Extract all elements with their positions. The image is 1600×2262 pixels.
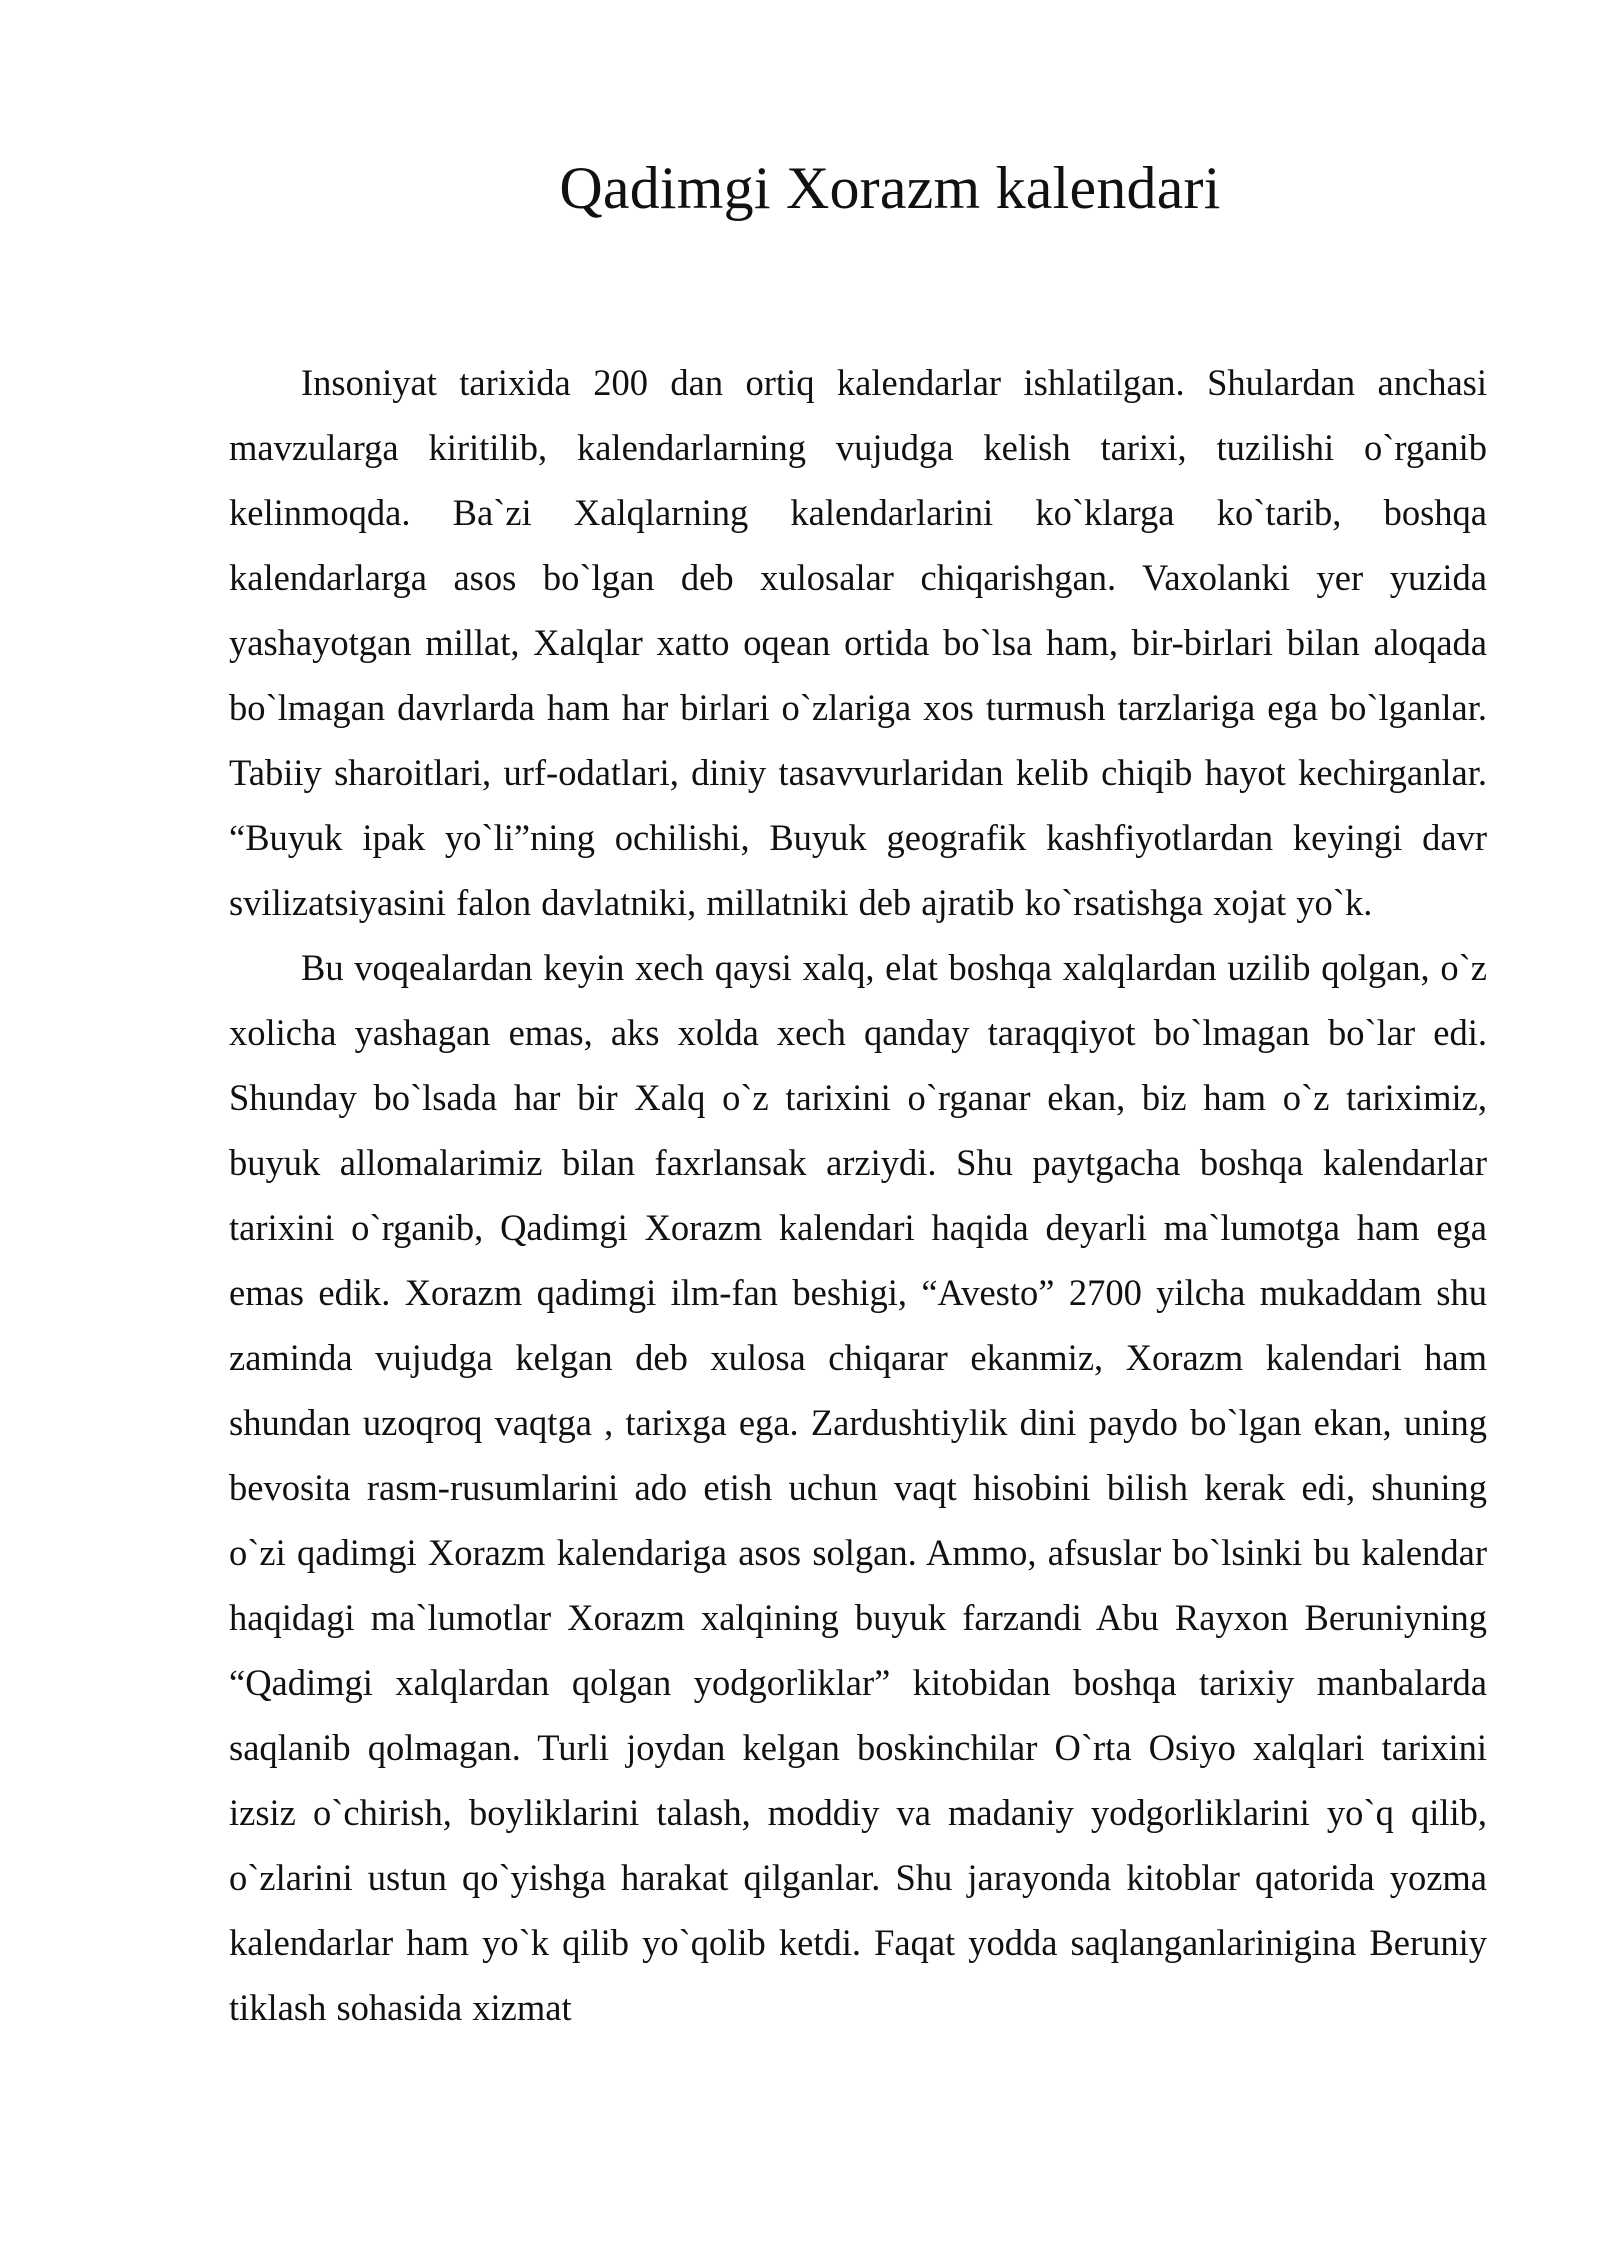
paragraph-1: Insoniyat tarixida 200 dan ortiq kalendarlar ishlatilgan. Shulardan anchasi mavzularga kiritilib, kalendarlarning vujudga kelish tarixi, tuzilishi o`rganib kelinmoqda. Ba`zi Xalqlarning kalendarlarini ko`klarga ko`tarib, boshqa kalendarlarga asos bo`lgan deb xulosalar chiqarishgan. Vaxolanki yer yuzida yashayotgan millat, Xalqlar xatto oqean ortida bo`lsa ham, bir-birlari bilan aloqada bo`lmagan davrlarda ham har birlari o`zlariga xos turmush tarzlariga ega bo`lganlar. Tabiiy sharoitlari, urf-odatlari, diniy tasavvurlaridan kelib chiqib hayot kechirganlar. “Buyuk ipak yo`li”ning ochilishi, Buyuk geografik kashfiyotlardan keyingi davr svilizatsiyasini falon davlatniki, millatniki deb ajratib ko`rsatishga xojat yo`k. [229,362,1487,923]
paragraph-2: Bu voqealardan keyin xech qaysi xalq, elat boshqa xalqlardan uzilib qolgan, o`z xolicha yashagan emas, aks xolda xech qanday taraqqiyot bo`lmagan bo`lar edi. Shunday bo`lsada har bir Xalq o`z tarixini o`rganar ekan, biz ham o`z tariximiz, buyuk allomalarimiz bilan faxrlansak arziydi. Shu paytgacha boshqa kalendarlar tarixini o`rganib, Qadimgi Xorazm kalendari haqida deyarli ma`lumotga ham ega emas edik. Xorazm qadimgi ilm-fan beshigi, “Avesto” 2700 yilcha mukaddam shu zaminda vujudga kelgan deb xulosa chiqarar ekanmiz, Xorazm kalendari ham shundan uzoqroq vaqtga , tarixga ega. Zardushtiylik dini paydo bo`lgan ekan, uning bevosita rasm-rusumlarini ado etish uchun vaqt hisobini bilish kerak edi, shuning o`zi qadimgi Xorazm kalendariga asos solgan. Ammo, afsuslar bo`lsinki bu kalendar haqidagi ma`lumotlar Xorazm xalqining buyuk farzandi Abu Rayxon Beruniyning “Qadimgi xalqlardan qolgan yodgorliklar” kitobidan boshqa tarixiy manbalarda saqlanib qolmagan. Turli joydan kelgan boskinchilar O`rta Osiyo xalqlari tarixini izsiz o`chirish, boyliklarini talash, moddiy va madaniy yodgorliklarini yo`q qilib, o`zlarini ustun qo`yishga harakat qilganlar. Shu jarayonda kitoblar qatorida yozma kalendarlar ham yo`k qilib yo`qolib ketdi. Faqat yodda saqlanganlarinigina Beruniy tiklash sohasida xizmat [229,947,1487,2028]
page-title: Qadimgi Xorazm kalendari [559,155,1221,221]
document-body [229,350,1487,2040]
